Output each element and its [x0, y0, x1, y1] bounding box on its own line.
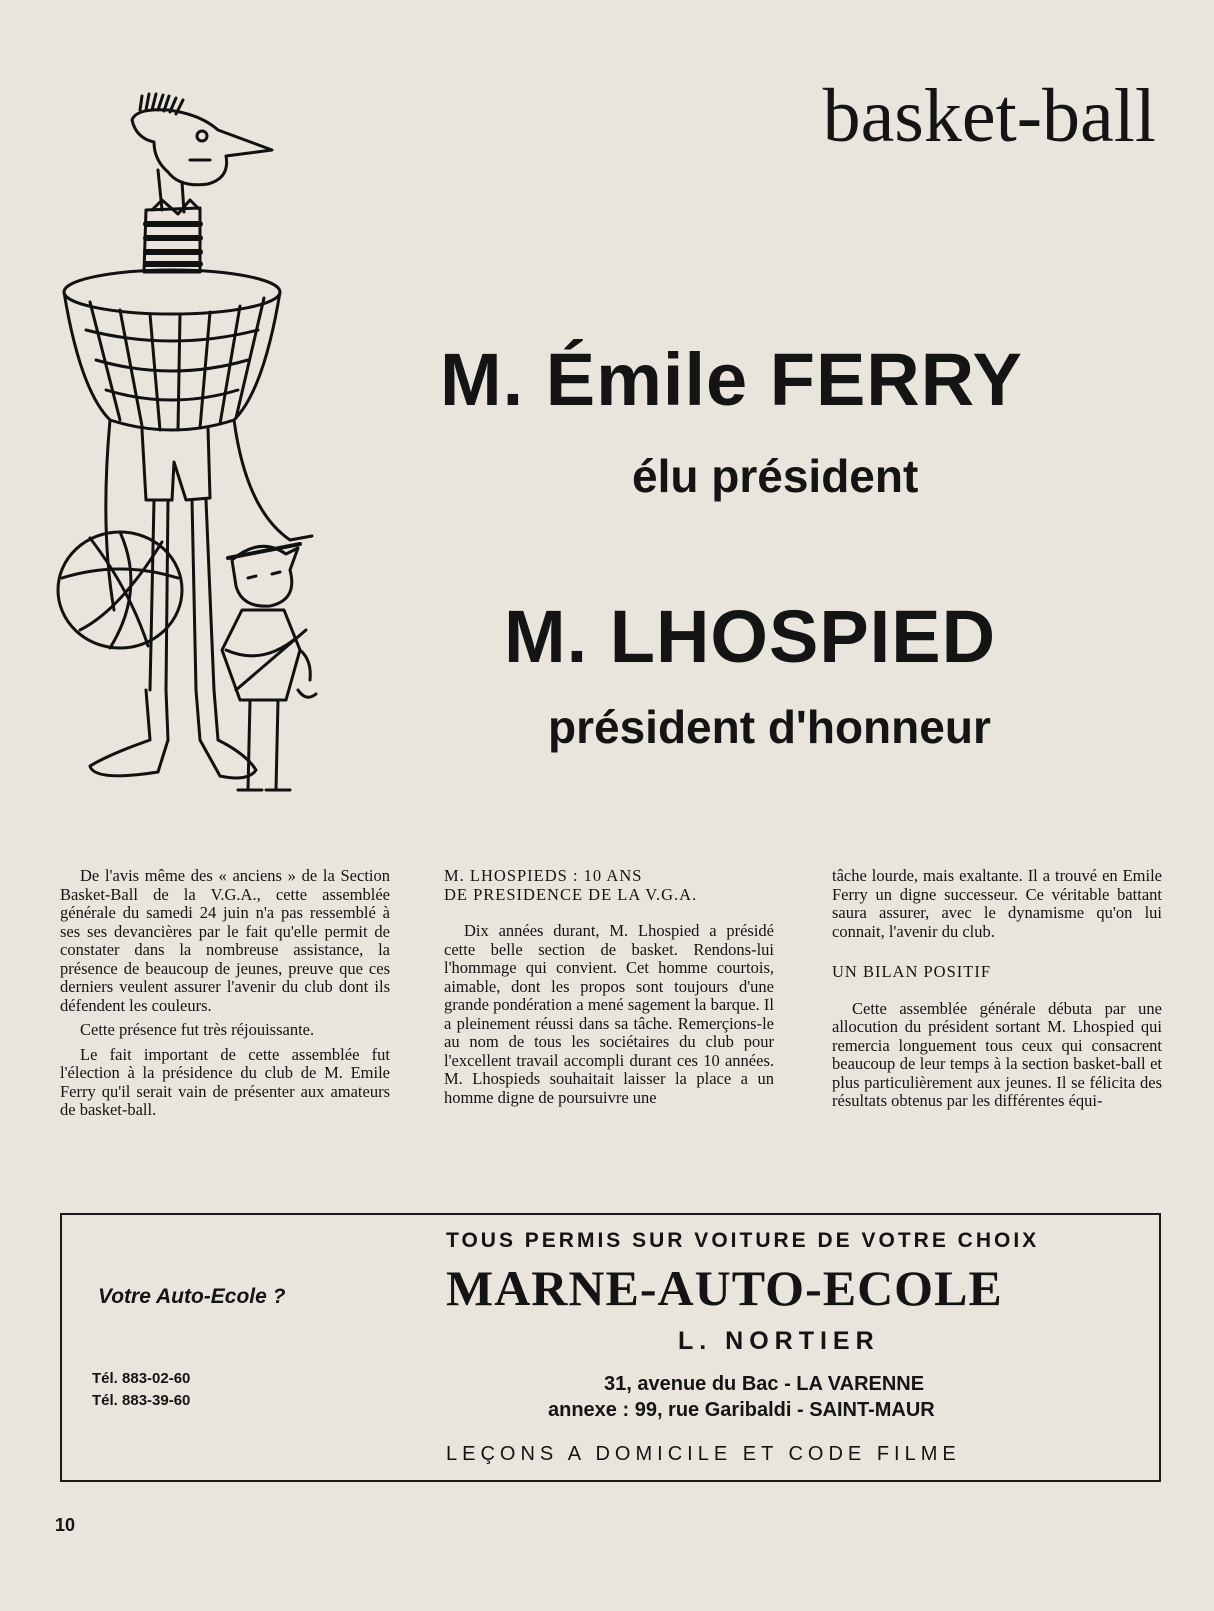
ad-address-annex: annexe : 99, rue Garibaldi - SAINT-MAUR: [548, 1399, 935, 1421]
driving-school-advertisement: [60, 1213, 1161, 1482]
headline-elected: élu président: [632, 450, 919, 502]
subheading: UN BILAN POSITIF: [832, 962, 992, 981]
section-title: basket-ball: [822, 74, 1156, 158]
ad-footer: LEÇONS A DOMICILE ET CODE FILME: [446, 1443, 961, 1465]
ad-phone-1: Tél. 883-02-60: [92, 1370, 191, 1387]
paragraph: Dix années durant, M. Lhospied a présidé cette belle section de basket. Rendons-lui l'hommage qui convient. Cet homme courtois, aimable, dont les propos sont toujours d'une grande pondération a mené sagement la barque. Il a pleinement réussi dans sa tâche. Remerçions-le au nom de tous les sociétaires du club pour l'excellent travail accompli durant ces 10 années. M. Lhospieds souhaitait laisser la place a un homme digne de poursuivre une: [444, 921, 774, 1107]
ad-address-main: 31, avenue du Bac - LA VARENNE: [604, 1373, 925, 1395]
headline-president: M. Émile FERRY: [440, 338, 1023, 421]
paragraph: tâche lourde, mais exaltante. Il a trouvé en Emile Ferry un digne successeur. Ce véritable battant saura assurer, avec le dynamisme qu'on lui connait, l'avenir du club.: [832, 866, 1162, 941]
paragraph: Cette assemblée générale débuta par une allocution du président sortant M. Lhospied qui remercia longuement tous ceux qui consacrent beaucoup de leur temps à la section basket-ball et plus particulièrement aux jeunes. Il se félicita des résultats obtenus par les différentes équi-: [832, 998, 1162, 1110]
ad-owner: L. NORTIER: [678, 1327, 880, 1355]
article-column-1: [60, 867, 390, 1126]
article-column-3: [832, 867, 1162, 1117]
ad-phone-2: Tél. 883-39-60: [92, 1392, 191, 1409]
ad-tagline: TOUS PERMIS SUR VOITURE DE VOTRE CHOIX: [446, 1229, 1040, 1252]
subheading-line-2: DE PRESIDENCE DE LA V.G.A.: [444, 884, 698, 904]
subheading: M. LHOSPIEDS : 10 ANS: [444, 866, 643, 885]
headline-honorary-title: président d'honneur: [548, 701, 991, 753]
ad-brand-name: MARNE-AUTO-ECOLE: [446, 1260, 1003, 1316]
page-number: 10: [55, 1515, 76, 1535]
article-column-2: [444, 867, 774, 1113]
paragraph: Cette présence fut très réjouissante.: [80, 1020, 315, 1039]
paragraph: De l'avis même des « anciens » de la Section Basket-Ball de la V.G.A., cette assemblée générale du samedi 24 juin n'a pas ressemblé à ses ses devancières par le fait qu'elle permit de constater dans la nombreuse assistance, la présence de beaucoup de jeunes, preuve que ces derniers veulent assurer l'avenir du club dont ils défendent les couleurs.: [60, 866, 390, 1015]
headline-honorary: M. LHOSPIED: [504, 595, 997, 678]
basketball-player-cartoon-icon: [50, 90, 370, 830]
paragraph: Le fait important de cette assemblée fut l'élection à la présidence du club de M. Emile Ferry qu'il serait vain de présenter aux amateurs de basket-ball.: [60, 1044, 390, 1119]
ad-question: Votre Auto-Ecole ?: [98, 1285, 286, 1308]
